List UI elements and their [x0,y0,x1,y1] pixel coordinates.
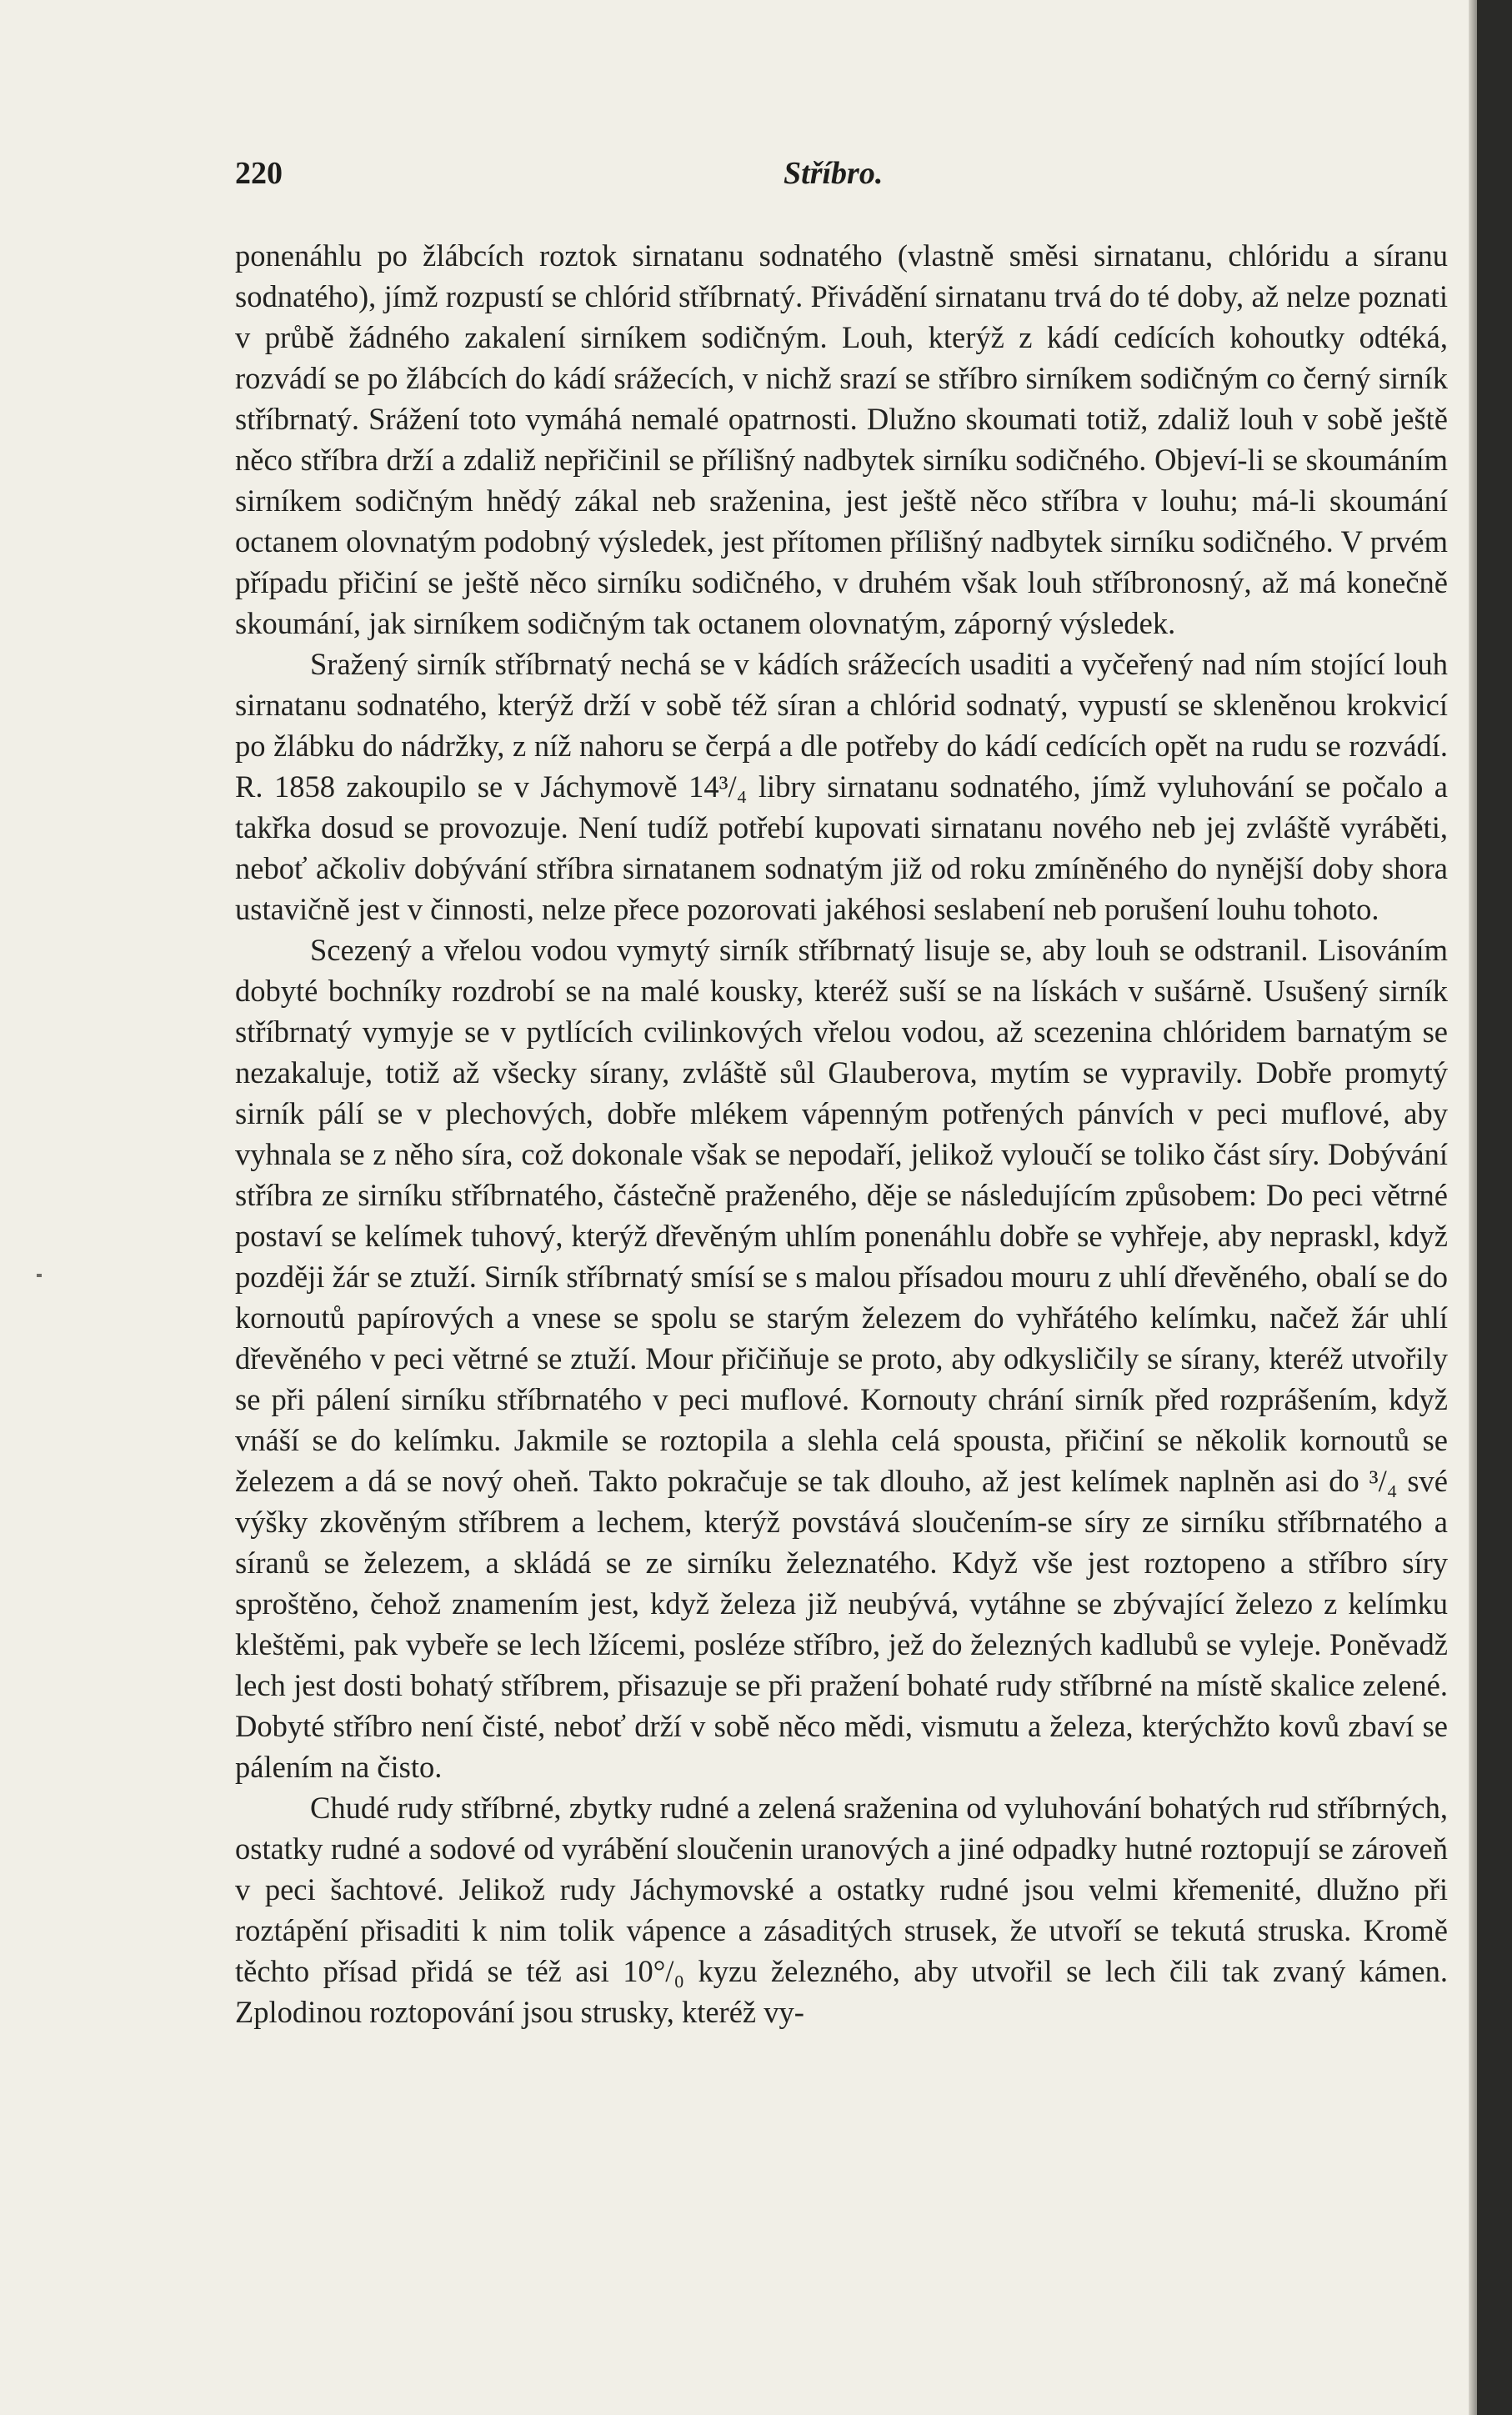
paragraph-2: Sražený sirník stříbrnatý nechá se v kádích srážecích usaditi a vyčeřený nad ním stojící louh sirnatanu sodnatého, kterýž drží v sobě též síran a chlórid sodnatý, vypustí se skleněnou krokvicí po žlábku do nádržky, z níž nahoru se čerpá a dle potřeby do kádí cedících opět na rudu se rozvádí. R. 1858 zakoupilo se v Jáchymově 14³/₄ libry sirnatanu sodnatého, jímž vyluhování se počalo a takřka dosud se provozuje. Není tudíž potřebí kupovati sirnatanu nového neb jej zvláště vyráběti, neboť ačkoliv dobývání stříbra sirnatanem sodnatým již od roku zmíněného do nynější doby shora ustavičně jest v činnosti, nelze přece pozorovati jakéhosi seslabení neb porušení louhu tohoto. [235,647,1448,926]
scan-border [1477,0,1512,2415]
body-text [235,235,1448,2032]
page-number: 220 [235,156,283,191]
paragraph-3: Scezený a vřelou vodou vymytý sirník stříbrnatý lisuje se, aby louh se odstranil. Lisováním dobyté bochníky rozdrobí se na malé kousky, kteréž suší se na lískách v sušárně. Usušený sirník stříbrnatý vymyje se v pytlících cvilinkových vřelou vodou, až scezenina chlóridem barnatým se nezakaluje, totiž až všecky sírany, zvláště sůl Glauberova, mytím se vypravily. Dobře promytý sirník pálí se v plechových, dobře mlékem vápenným potřených pánvích v peci muflové, aby vyhnala se z něho síra, což dokonale však se nepodaří, jelikož vyloučí se toliko část síry. Dobývání stříbra ze sirníku stříbrnatého, částečně praženého, děje se následujícím způsobem: Do peci větrné postaví se kelímek tuhový, kterýž dřevěným uhlím ponenáhlu dobře se vyhřeje, aby nepraskl, když později žár se ztuží. Sirník stříbrnatý smísí se s malou přísadou mouru z uhlí dřevěného, obalí se do kornoutů papírových a vnese se spolu se starým železem do vyhřátého kelímku, načež žár uhlí dřevěného v peci větrné se ztuží. Mour přičiňuje se proto, aby odkysličily se sírany, kteréž utvořily se při pálení sirníku stříbrnatého v peci muflové. Kornouty chrání sirník před rozprášením, když vnáší se do kelímku. Jakmile se roztopila a slehla celá spousta, přičiní se několik kornoutů se železem a dá se nový oheň. Takto pokračuje se tak dlouho, až jest kelímek naplněn asi do ³/₄ své výšky zkověným stříbrem a lechem, kterýž povstává sloučením-se síry ze sirníku stříbrnatého a síranů se železem, a skládá se ze sirníku železnatého. Když vše jest roztopeno a stříbro síry sproštěno, čehož znamením jest, když železa již neubývá, vytáhne se zbývající železo z kelímku kleštěmi, pak vybeře se lech lžícemi, posléze stříbro, jež do železných kadlubů se vyleje. Poněvadž lech jest dosti bohatý stříbrem, přisazuje se při pražení bohaté rudy stříbrné na místě skalice zelené. Dobyté stříbro není čisté, neboť drží v sobě něco mědi, vismutu a železa, kterýchžto kovů zbaví se pálením na čisto. [235,933,1448,1784]
page-edge-shadow [1469,0,1477,2415]
paragraph-1: ponenáhlu po žlábcích roztok sirnatanu sodnatého (vlastně směsi sirnatanu, chlóridu a síranu sodnatého), jímž rozpustí se chlórid stříbrnatý. Přivádění sirnatanu trvá do té doby, až nelze poznati v průbě žádného zakalení sirníkem sodičným. Louh, kterýž z kádí cedících kohoutky odtéká, rozvádí se po žlábcích do kádí srážecích, v nichž srazí se stříbro sirníkem sodičným co černý sirník stříbrnatý. Srážení toto vymáhá nemalé opatrnosti. Dlužno skoumati totiž, zdaliž louh v sobě ještě něco stříbra drží a zdaliž nepřičinil se přílišný nadbytek sirníku sodičného. Objeví-li se skoumáním sirníkem sodičným hnědý zákal neb sraženina, jest ještě něco stříbra v louhu; má-li skoumání octanem olovnatým podobný výsledek, jest přítomen přílišný nadbytek sirníku sodičného. V prvém případu přičiní se ještě něco sirníku sodičného, v druhém však louh stříbronosný, až má konečně skoumání, jak sirníkem sodičným tak octanem olovnatým, záporný výsledek. [235,238,1448,640]
margin-mark [37,1274,42,1277]
page-header [235,155,1448,205]
running-title: Stříbro. [784,156,884,191]
paragraph-4: Chudé rudy stříbrné, zbytky rudné a zelená sraženina od vyluhování bohatých rud stříbrných, ostatky rudné a sodové od vyrábění sloučenin uranových a jiné odpadky hutné roztopují se zároveň v peci šachtové. Jelikož rudy Jáchymovské a ostatky rudné jsou velmi křemenité, dlužno při roztápění přisaditi k nim tolik vápence a zásaditých strusek, že utvoří se tekutá struska. Kromě těchto přísad přidá se též asi 10°/₀ kyzu železného, aby utvořil se lech čili tak zvaný kámen. Zplodinou roztopování jsou strusky, kteréž vy- [235,1791,1448,2029]
